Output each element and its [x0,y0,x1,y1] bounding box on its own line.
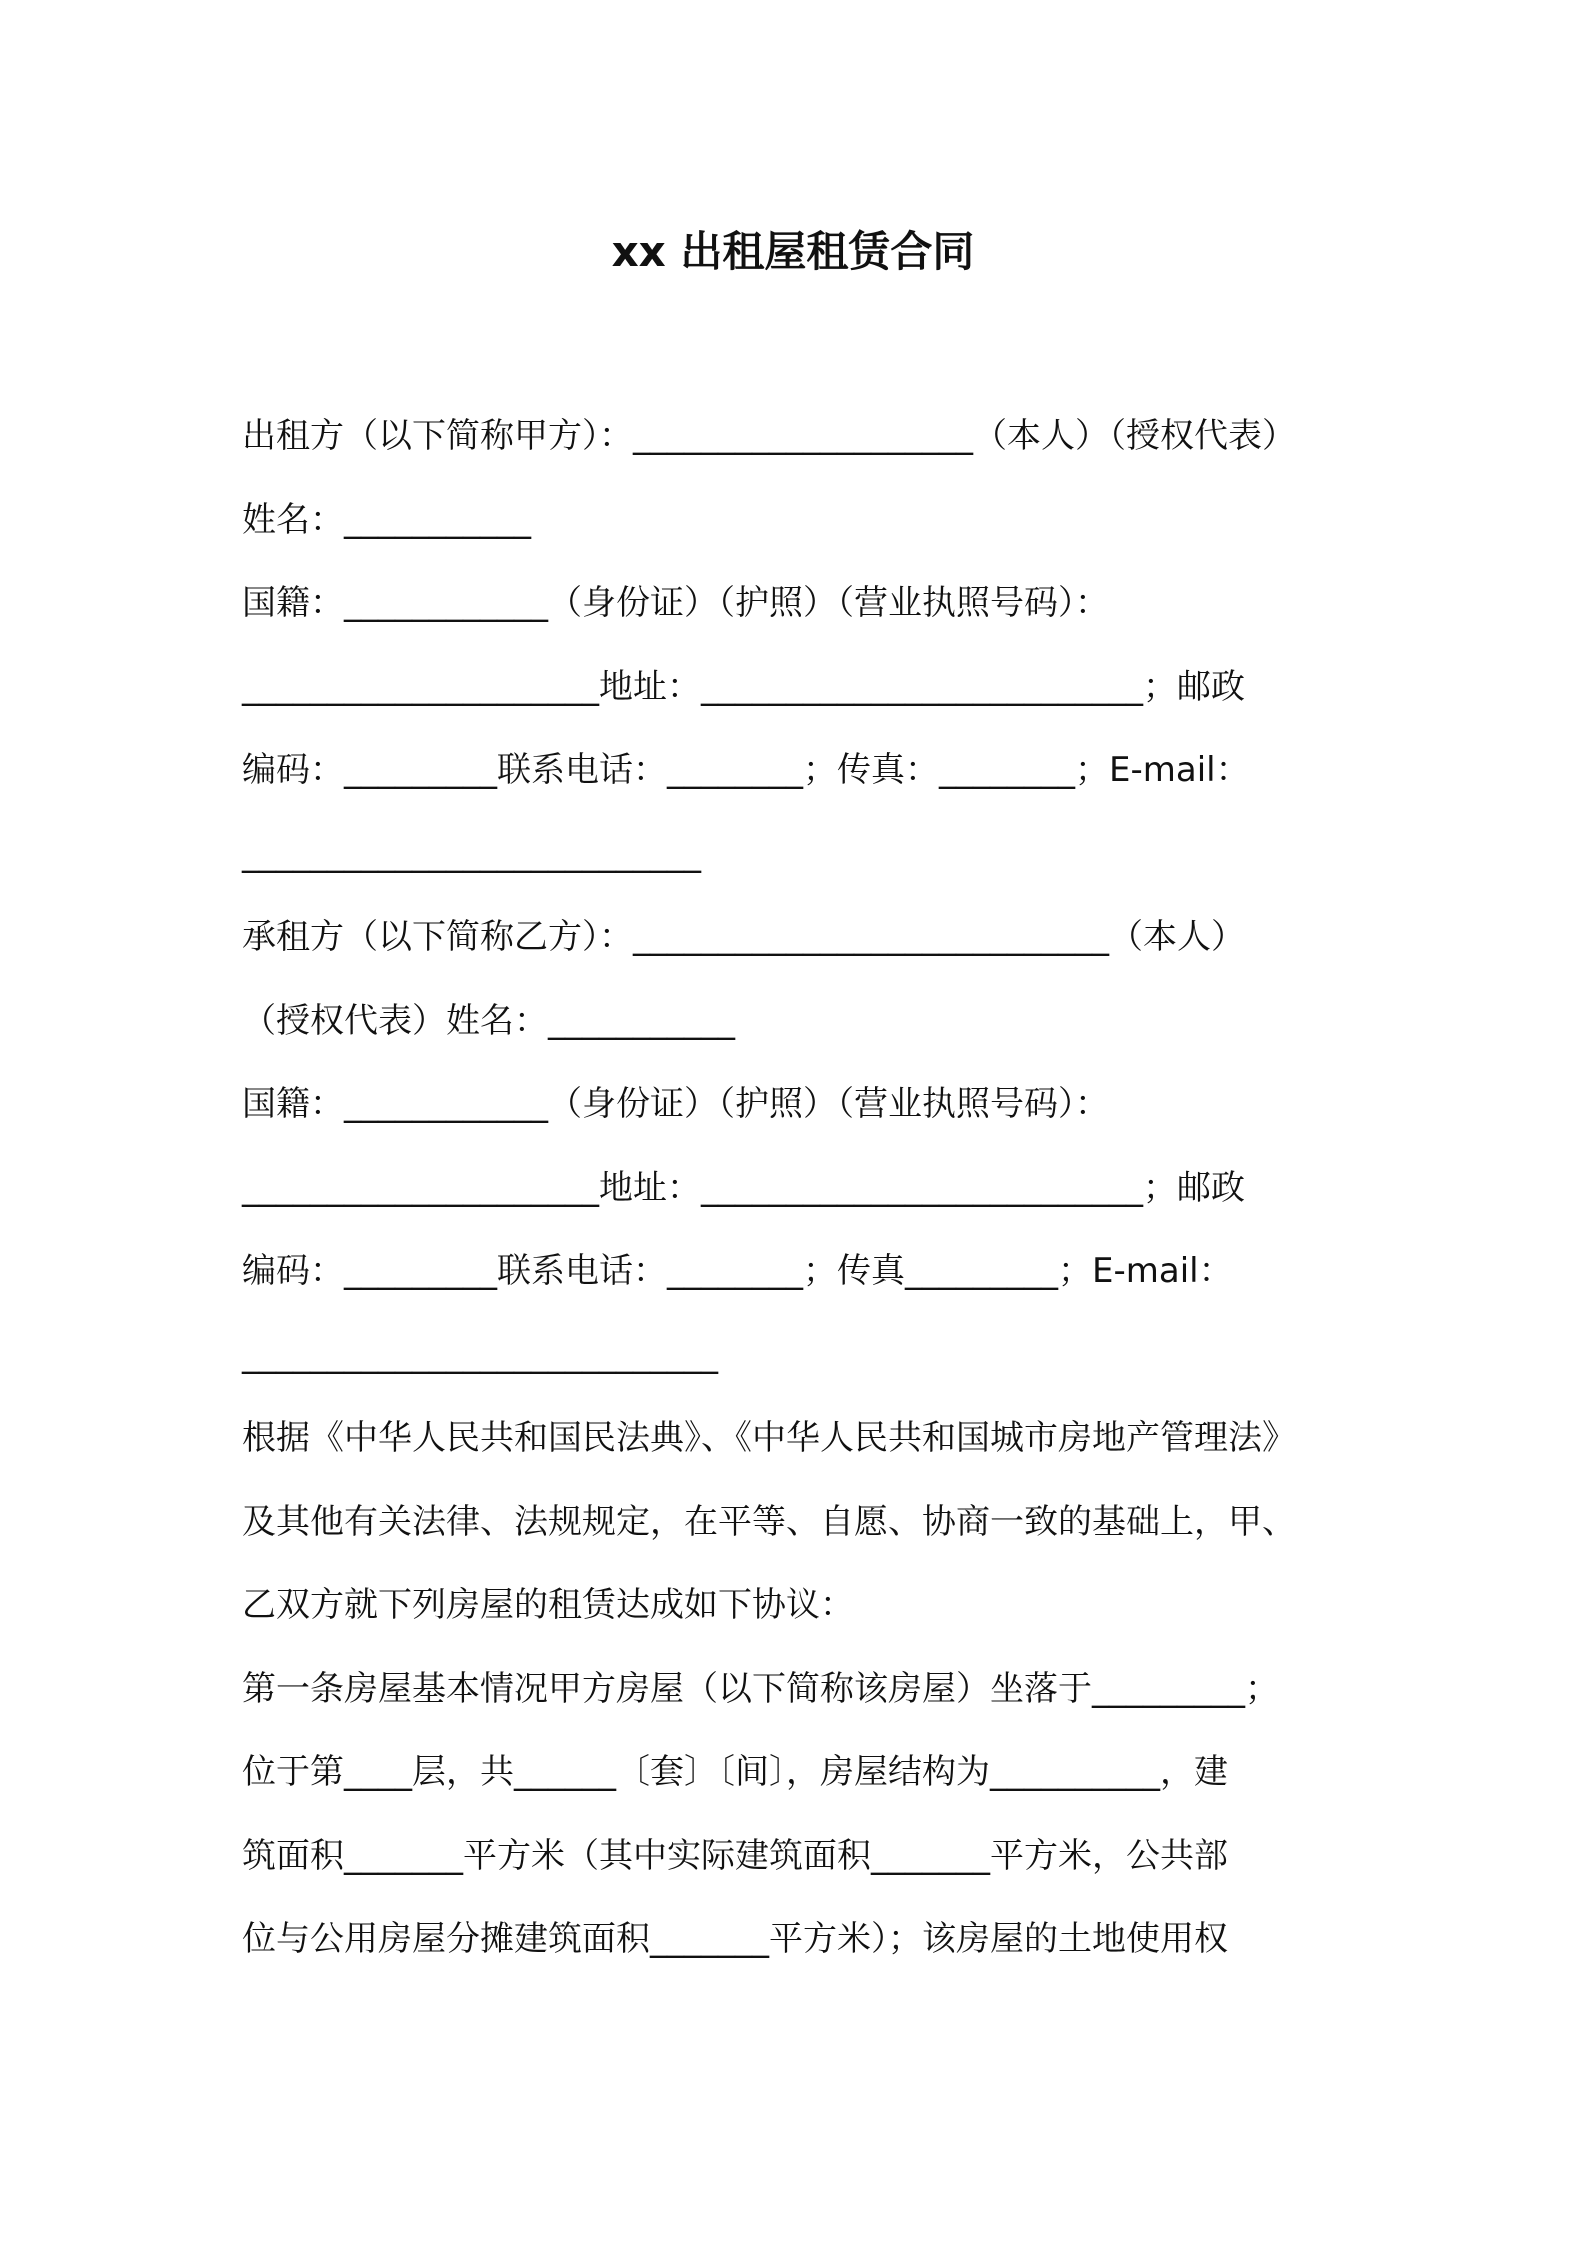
legal-basis-line-3: 乙双方就下列房屋的租赁达成如下协议： [242,1585,854,1625]
lessee-name-line: （授权代表）姓名：___________ [242,1000,735,1041]
lessee-email-blank-line: ____________________________ [242,1334,718,1375]
lessee-intro-line: 承租方（以下简称乙方）：____________________________（本人） [242,917,1245,957]
legal-basis-line-1: 根据《中华人民共和国民法典》、《中华人民共和国城市房地产管理法》 [242,1418,1296,1458]
lessee-address-line: _____________________地址：__________________________；邮政 [242,1167,1245,1208]
lessor-intro-line: 出租方（以下简称甲方）：____________________（本人）（授权代表） [242,416,1296,456]
legal-basis-line-2: 及其他有关法律、法规规定，在平等、自愿、协商一致的基础上，甲、 [242,1501,1296,1542]
article-one-line-1: 第一条房屋基本情况甲方房屋（以下简称该房屋）坐落于_________； [242,1668,1279,1709]
lessee-contact-line: 编码：_________联系电话：________；传真_________；E-mail： [242,1251,1233,1291]
lessee-nationality-line: 国籍：____________（身份证）（护照）（营业执照号码）： [242,1084,1109,1124]
article-one-line-3: 筑面积_______平方米（其中实际建筑面积_______平方米，公共部 [242,1835,1228,1876]
contract-body [242,405,1372,1992]
article-one-line-2: 位于第____层，共______〔套〕〔间〕，房屋结构为__________，建 [242,1752,1228,1792]
lessor-name-line: 姓名：___________ [242,499,531,540]
lessor-address-line: _____________________地址：__________________________；邮政 [242,666,1245,707]
lessor-email-blank-line: ___________________________ [242,833,701,874]
document-title: xx 出租屋租赁合同 [611,227,975,276]
lessor-nationality-line: 国籍：____________（身份证）（护照）（营业执照号码）： [242,583,1109,623]
lessor-contact-line: 编码：_________联系电话：________；传真：________；E-mail： [242,750,1250,790]
article-one-line-4: 位与公用房屋分摊建筑面积_______平方米）；该房屋的土地使用权 [242,1919,1228,1959]
